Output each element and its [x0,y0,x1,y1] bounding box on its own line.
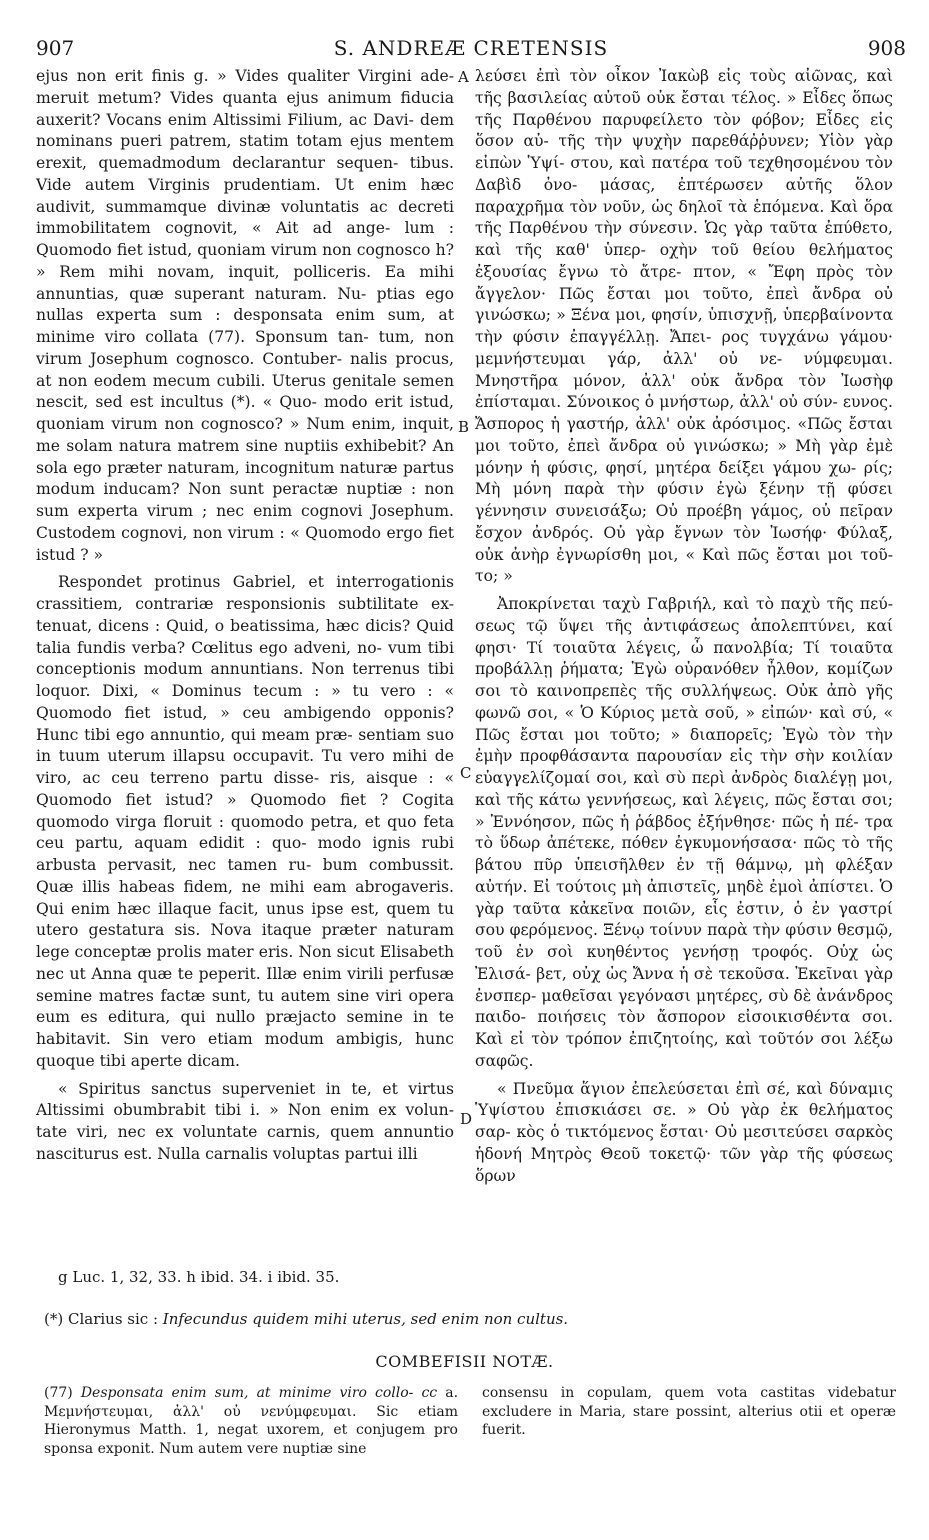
page-number-left: 907 [36,36,75,60]
notes-title: COMBEFISII NOTÆ. [375,1352,554,1371]
greek-paragraph-2: Ἀποκρίνεται ταχὺ Γαβριήλ, καὶ τὸ παχὺ τῆς πεύ- σεως τῷ ὕψει τῆς ἀντιφάσεως ἀπολεπτύνει, καί φησι· Τί τοιαῦτα λέγεις, ὦ πανολβία; Τί τοιαῦτα προβάλλῃ ῥήματα; Ἐγὼ οὐρανόθεν ἦλθον, κομίζων σοι τὸ καινοπρεπὲς τῆς συλλήψεως. Οὐκ ἀπὸ γῆς φωνῶ σοι, « Ὁ Κύριος μετὰ σοῦ, » εἰπών· καὶ σύ, « Πῶς ἔσται μοι τοῦτο; » διαπορεῖς; Ἐγὼ τὸν τὴν ἐμὴν προφθάσαντα παρουσίαν εἰς τὴν σὴν κοιλίαν εὐαγγελίζομαί σοι, καὶ σὺ περὶ ἀνδρὸς διαλέγῃ μοι, καὶ τῆς κάτω γεννήσεως, καὶ λέγεις, πῶς ἔσται σοι; » Ἐννόησον, πῶς ἡ ῥάβδος ἐξήνθησε· πῶς ἡ πέ- τρα τὸ ὕδωρ ἀπέτεκε, πόθεν ἐγκυμονήσασα· πῶς τὸ τῆς βάτου πῦρ ὑπεισῆλθεν ἐν τῇ θάμνῳ, μὴ φλέξαν αὐτήν. Εἰ τούτοις μὴ ἀπιστεῖς, μηδὲ ἐμοὶ ἀπίστει. Ὁ γὰρ ταῦτα κἀκεῖνα ποιῶν, εἷς ἐστιν, ὁ ἐν γαστρί σου φερόμενος. Ξένῳ τοίνυν παρὰ τὴν φύσιν θεσμῷ, τοῦ ἐν σοὶ κυηθέντος γενήσῃ τροφός. Οὐχ ὡς Ἐλισά- βετ, οὐχ ὡς Ἄννα ἡ σὲ τεκοῦσα. Ἐκεῖναι γὰρ ἐνσπερ- μαθεῖσαι γεγόνασι μητέρες, σὺ δὲ ἀνάνδρος παιδο- ποιήσεις τὸν ἄσπορον εἰσοικισθέντα σοι. Καὶ εἰ τὸν τρόπον ἐπιζητοίης, καὶ τοῦτόν σοι λέξω σαφῶς. [475,595,893,1070]
margin-letter-a: A [458,68,469,86]
note-lemma: Desponsata enim sum, at minime viro collo- cc [80,1385,438,1401]
notes-right-column [482,1384,896,1440]
latin-paragraph-1: ejus non erit finis g. » Vides qualiter Virgini ade- meruit metum? Vides quanta ejus animum fiducia auxerit? Vocans enim Altissimi Filium, ac Davi- dem nominans pueri patrem, statim totam ejus mentem erexit, quemadmodum declarantur sequen- tibus. Vide autem Virginis prudentiam. Ut enim hæc audivit, summamque divinæ voluntatis ac decreti immobilitatem cognovit, « Ait ad ange- lum : Quomodo fiet istud, quoniam virum non cognosco h? » Rem mihi novam, inquit, polliceris. Ea mihi annuntias, quæ superant naturam. Nu- ptias ego nullas experta sum : desponsata enim sum, at minime viro collata (77). Sponsum tan- tum, non virum Josephum cognosco. Contuber- nalis procus, at non eodem mecum cubili. Uterus genitale semen nescit, sed est incultus (*). « Quo- modo erit istud, quoniam virum non cognosco? » Num enim, inquit, me solam natura matrem sine nuptiis exhibebit? An sola ego præter naturam, incognitum naturæ partus modum inducam? Non sunt peractæ nuptiæ : non sum experta virum ; nec enim cognovi Josephum. Custodem cognovi, non virum : « Quomodo ergo fiet istud ? » [36,67,454,564]
latin-paragraph-2: Respondet protinus Gabriel, et interrogationis crassitiem, contrariæ responsionis subtilitate ex- tenuat, dicens : Quid, o beatissima, hæc dicis? Quid talia fundis verba? Cœlitus ego adveni, no- vum tibi conceptionis modum annuntians. Non terrenus tibi loquor. Dixi, « Dominus tecum : » tu vero : « Quomodo fiet istud, » ceu ambigendo opponis? Hunc tibi ego annuntio, qui meam præ- sentiam suo in tuum uterum illapsu occupavit. Tu vero mihi de viro, ac ceu terreno partu disse- ris, aisque : « Quomodo fiet istud? » Quomodo fiet ? Cogita quomodo virga floruit : quomodo petra, et quo feta ceu partu, aquam edidit : quo- modo ignis rubi arbusta pervasit, nec tamen ru- bum combussit. Quæ illis habeas fidem, ne mihi eam abrogaveris. Qui enim hæc illaque facit, unus ipse est, quem tu utero gestatura sis. Nova itaque præter naturam lege conceptæ prolis mater eris. Non sicut Elisabeth nec ut Anna quæ te peperit. Illæ enim virili perfusæ semine matres factæ sunt, tu autem sine viri opera eum es editura, qui nullo præjacto semine in te habitavit. Sin vero etiam modum ambigis, hunc quoque tibi aperte dicam. [36,573,454,1070]
running-title: S. ANDREÆ CRETENSIS [333,36,609,60]
note-body-left: a. Μεμνήστευμαι, ἀλλ' οὐ νενύμφευμαι. Sic etiam Hieronymus Matth. 1, negat uxorem, et conjugem pro sponsa exponit. Num autem vere nuptiæ sine [44,1385,459,1457]
clarius-footnote [44,1310,568,1328]
note-body-right: consensu in copulam, quem vota castitas videbatur excludere in Maria, stare possint, alterius otii et operæ fuerit. [482,1385,896,1438]
page-number-right: 908 [867,36,906,60]
clarius-prefix: (*) Clarius sic : [44,1310,159,1328]
latin-paragraph-3: « Spiritus sanctus superveniet in te, et virtus Altissimi obumbrabit tibi i. » Non enim ex volun- tate viri, nec ex voluntate carnis, quem annuntio nasciturus est. Nulla carnalis voluptas partui illi [36,1079,454,1163]
greek-paragraph-1: λεύσει ἐπὶ τὸν οἶκον Ἰακὼβ εἰς τοὺς αἰῶνας, καὶ τῆς βασιλείας αὐτοῦ οὐκ ἔσται τέλος. » Εἶδες ὅπως τῆς Παρθένου παρυφείλετο τὸν φόβον; Εἶδες εἰς ὅσον αὐ- τῆς τὴν ψυχὴν παρεθάῤῥυνεν; Υἱὸν γὰρ εἰπὼν Ὑψί- στου, καὶ πατέρα τοῦ τεχθησομένου τὸν Δαβὶδ ὀνο- μάσας, ἐπτέρωσεν αὐτῆς ὅλον παραχρῆμα τὸν νοῦν, ὡς δηλοῖ τὰ ἑπόμενα. Καὶ ὅρα τῆς Παρθένου τὴν σύνεσιν. Ὡς γὰρ ταῦτα ἐπύθετο, καὶ τῆς καθ' ὑπερ- οχὴν τοῦ θείου θελήματος ἐξουσίας ἔγνω τὸ ἄτρε- πτον, « Ἔφη πρὸς τὸν ἄγγελον· Πῶς ἔσται μοι τοῦτο, ἐπεὶ ἄνδρα οὐ γινώσκω; » Ξένα μοι, φησίν, ὑπισχνῇ, ὑπερβαίνοντα τὴν φύσιν ἐπαγγέλλῃ. Ἄπει- ρος τυγχάνω γάμου· μεμνήστευμαι γάρ, ἀλλ' οὐ νε- νύμφευμαι. Μνηστῆρα μόνον, ἀλλ' οὐκ ἄνδρα τὸν Ἰωσὴφ ἐπίσταμαι. Σύνοικος ὁ μνήστωρ, ἀλλ' οὐ σύν- ευνος. Ἄσπορος ἡ γαστήρ, ἀλλ' οὐκ ἀρόσιμος. «Πῶς ἔσται μοι τοῦτο, ἐπεὶ ἄνδρα οὐ γινώσκω; » Μὴ γὰρ ἐμὲ μόνην ἡ φύσις, φησί, μητέρα δείξει γάμου χω- ρίς; Μὴ μόνη παρὰ τὴν φύσιν ἐγὼ ξένην τῇ φύσει γέννησιν συνεισάξω; Οὐ προέβη γάμος, οὐ πεῖραν ἔσχον ἀνδρός. Οὐ γὰρ ἔγνων τὸν Ἰωσήφ· Φύλαξ, οὐκ ἀνὴρ ἐγνωρίσθη μοι, « Καὶ πῶς ἔσται μοι τοῦ- το; » [475,67,893,586]
margin-letter-c: C [460,764,472,782]
margin-letter-b: B [458,418,470,436]
note-number: (77) [44,1385,73,1401]
clarius-text: Infecundus quidem mihi uterus, sed enim non cultus. [162,1310,569,1328]
greek-column [475,66,893,1187]
notes-left-column [44,1384,458,1458]
running-header [36,36,906,62]
greek-paragraph-3: « Πνεῦμα ἅγιον ἐπελεύσεται ἐπὶ σέ, καὶ δύναμις Ὑψίστου ἐπισκιάσει σε. » Οὐ γὰρ ἐκ θελήματος σαρ- κὸς ὁ τικτόμενος ἔσται· Οὐ μεσιτεύσει σαρκὸς ἡδονή Μητρὸς Θεοῦ τοκετῷ· τῶν γὰρ τῆς φύσεως ὅρων [475,1079,893,1185]
scripture-references: g Luc. 1, 32, 33. h ibid. 34. i ibid. 35. [58,1268,340,1286]
latin-column [36,66,454,1166]
margin-letter-d: D [460,1110,473,1128]
